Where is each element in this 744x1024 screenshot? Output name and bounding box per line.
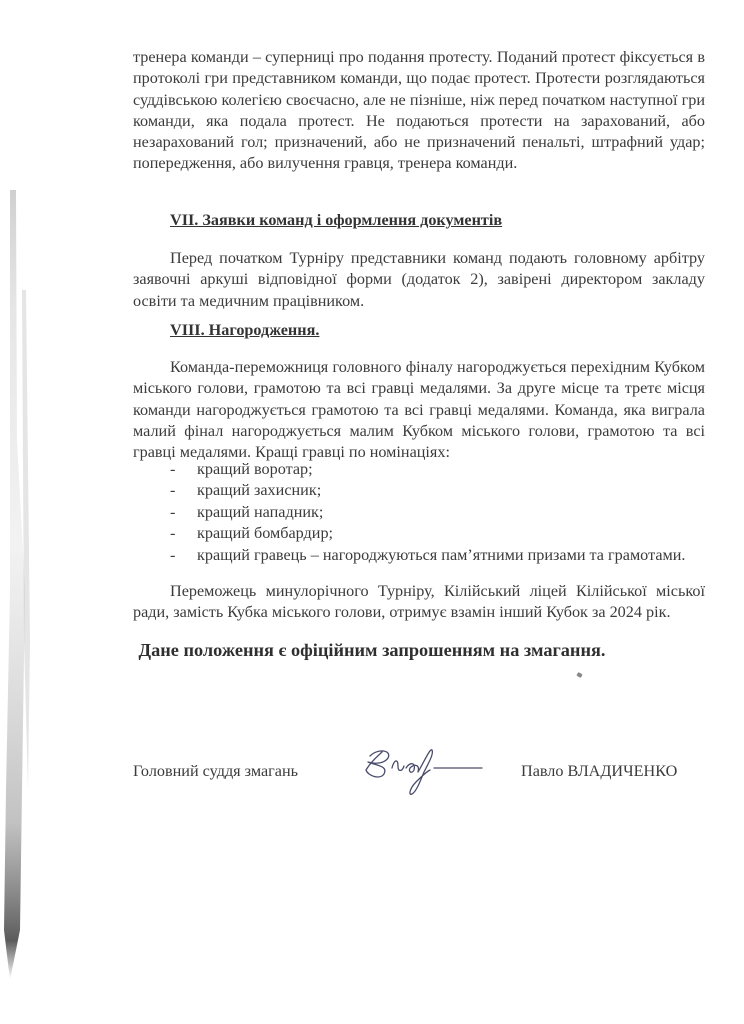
section-7-paragraph bbox=[133, 248, 705, 312]
section-7-heading: VII. Заявки команд і оформлення документів bbox=[170, 211, 503, 229]
list-item bbox=[170, 459, 685, 480]
list-item bbox=[170, 523, 685, 544]
scan-shadow-artifact bbox=[0, 190, 34, 980]
list-marker: - bbox=[170, 460, 176, 478]
nominations-list bbox=[170, 459, 685, 566]
list-item-text: кращий воротар; bbox=[197, 460, 313, 478]
list-marker: - bbox=[170, 502, 176, 521]
list-item-text: кращий захисник; bbox=[197, 481, 322, 500]
protest-text: тренера команди – суперниці про подання протесту. Поданий протест фіксується в протоколі гри представником команди, що подає протест. Протести розглядаються суддівською колегією своєчасно, але не пізніше, ніж перед початком наступної гри команди, яка подала протест. Не подаються протести на зарахований, або незарахований гол; призначений, або не призначений пенальті, штрафний удар; попередження, або вилучення гравця, тренера команди. bbox=[133, 48, 705, 173]
scan-speck bbox=[576, 672, 582, 678]
official-invitation-statement: Дане положення є офіційним запрошенням на змагання. bbox=[138, 640, 606, 660]
protest-paragraph bbox=[133, 47, 705, 175]
signatory-role: Головний суддя змагань bbox=[133, 762, 299, 780]
signatory-name: Павло ВЛАДИЧЕНКО bbox=[521, 762, 678, 780]
list-marker: - bbox=[170, 545, 176, 564]
list-marker: - bbox=[170, 524, 176, 543]
list-item-text: кращий бомбардир; bbox=[197, 524, 334, 543]
section-8-text: Команда-переможниця головного фіналу нагороджується перехідним Кубком міського голови, грамотою та всі гравці медалями. За друге місце та третє місця команди нагороджується грамотою та всі гравці медалями. Команда, яка виграла малий фінал нагороджується малим Кубком міського голови, грамотою та всі гравці медалями. Кращі гравці по номінаціях: bbox=[133, 358, 705, 462]
previous-winner-paragraph bbox=[133, 581, 705, 624]
list-item-text: кращий нападник; bbox=[197, 502, 324, 521]
list-item bbox=[170, 545, 685, 566]
list-marker: - bbox=[170, 481, 176, 500]
list-item bbox=[170, 480, 685, 501]
previous-winner-text: Переможець минулорічного Турніру, Кілійський ліцей Кілійської міської ради, замість Кубка міського голови, отримує взамін інший Кубок за 2024 рік. bbox=[133, 582, 705, 622]
handwritten-signature-icon bbox=[358, 742, 488, 802]
list-item-text: кращий гравець – нагороджуються пам’ятними призами та грамотами. bbox=[197, 545, 686, 564]
section-8-heading: VIII. Нагородження. bbox=[170, 321, 320, 339]
section-7-text: Перед початком Турніру представники команд подають головному арбітру заявочні аркуші відповідної форми (додаток 2), завірені директором закладу освіти та медичним працівником. bbox=[133, 249, 705, 310]
list-item bbox=[170, 502, 685, 523]
section-8-paragraph bbox=[133, 357, 705, 463]
